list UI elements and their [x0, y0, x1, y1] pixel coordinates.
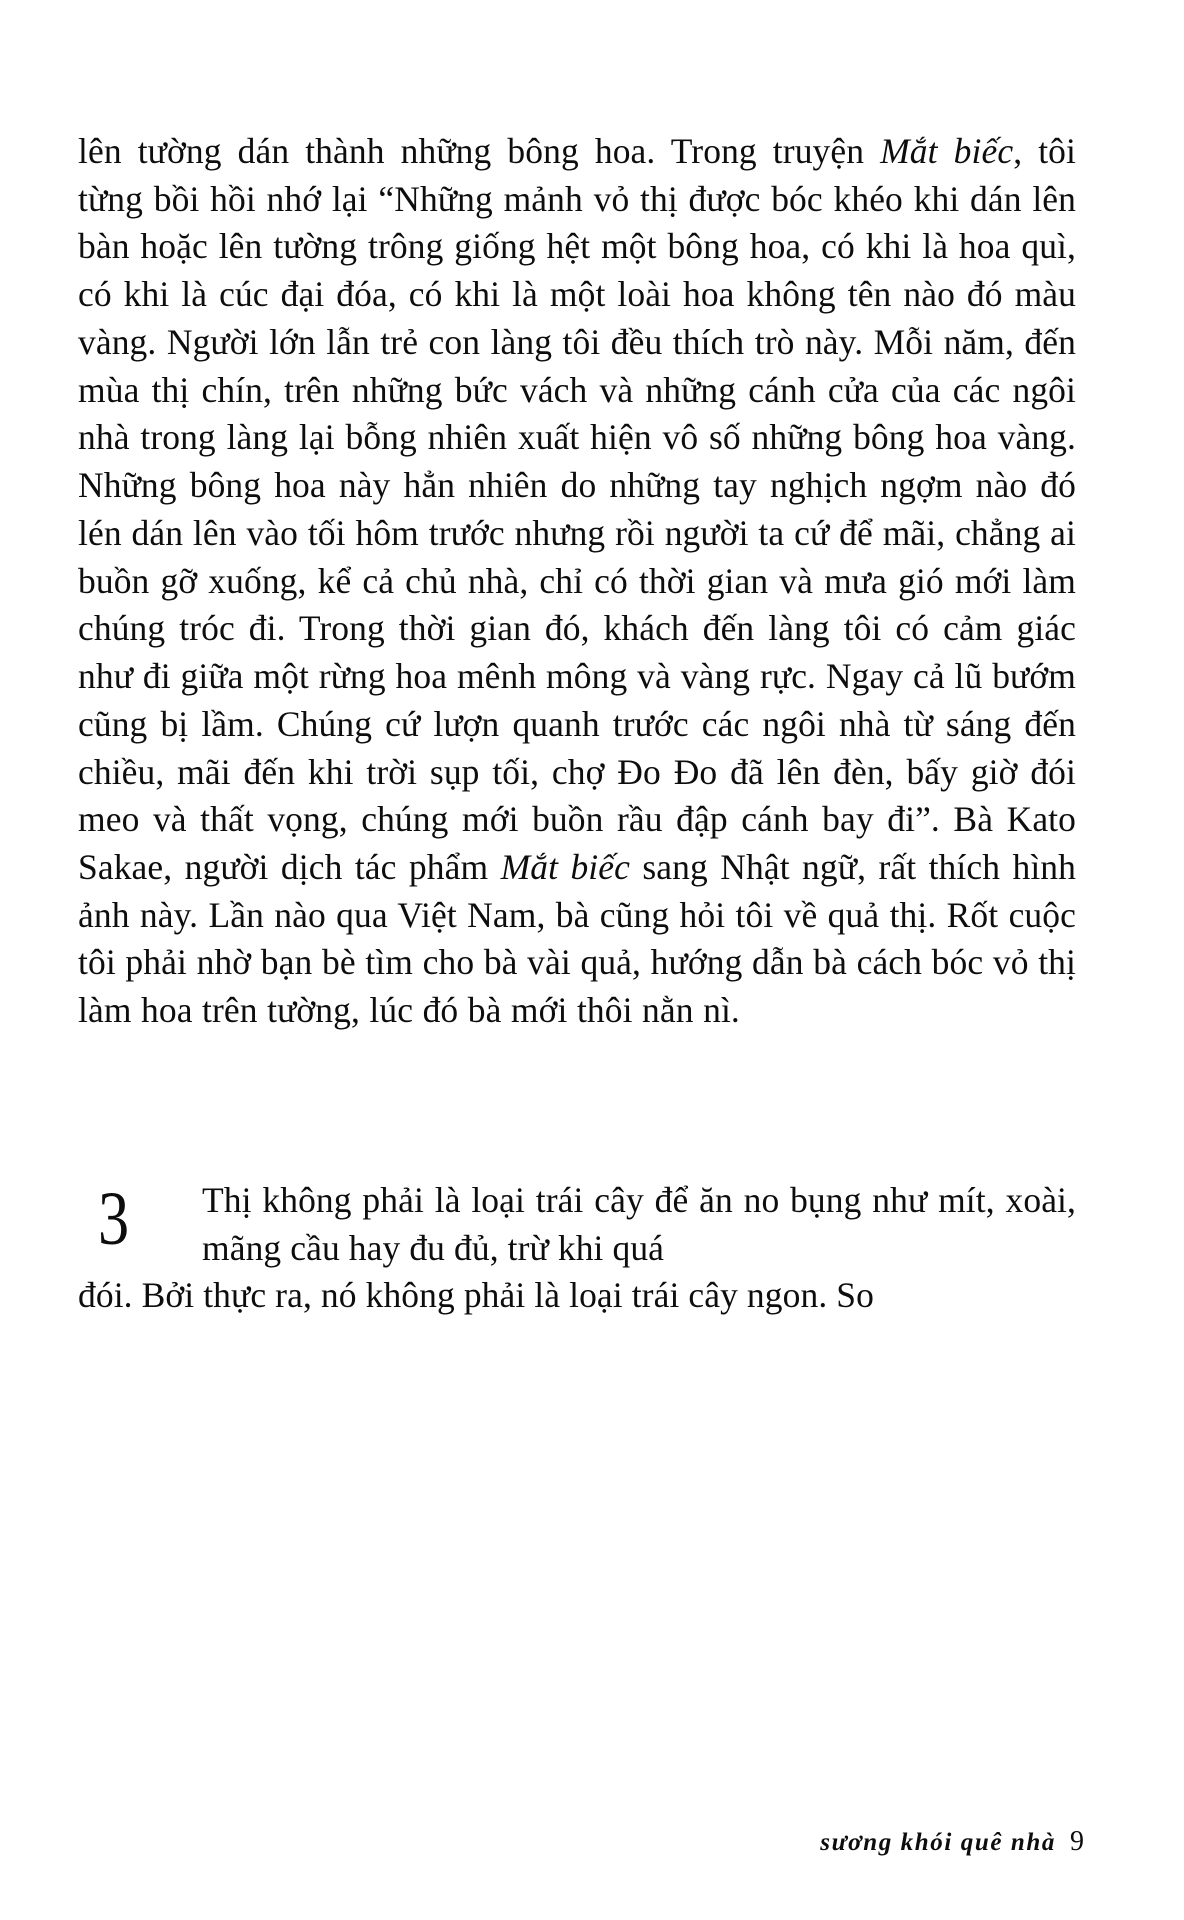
footer-book-title: sương khói quê nhà	[820, 1829, 1056, 1856]
paragraph-segment-5: sang Nhật ngữ, rất thích hình ảnh này. Lần nào qua Việt Nam, bà cũng hỏi tôi về quả thị. Rốt cuộc tôi phải nhờ bạn bè tìm cho bà vài quả, hướng dẫn bà cách bóc vỏ thị làm hoa trên tường, lúc đó bà mới thôi nằn nì.	[78, 847, 1076, 1031]
paragraph-segment-2-italic: Mắt biếc	[880, 131, 1014, 171]
page-footer	[78, 1826, 1084, 1858]
paragraph-segment-1: lên tường dán thành những bông hoa. Trong truyện	[78, 131, 881, 171]
paragraph-segment-4-italic: Mắt biếc	[500, 847, 630, 888]
chapter-opening	[78, 1177, 1076, 1320]
chapter-paragraph-indented-lines: Thị không phải là loại trái cây để ăn no bụng như mít, xoài, mãng cầu hay đu đủ, trừ khi quá	[202, 1179, 1076, 1268]
paragraph-continuation	[78, 128, 1076, 1035]
paragraph-segment-3: , tôi từng bồi hồi nhớ lại “Những mảnh vỏ thị được bóc khéo khi dán lên bàn hoặc lên tường trông giống hệt một bông hoa, có khi là hoa quì, có khi là cúc đại đóa, có khi là một loài hoa không tên nào đó màu vàng. Người lớn lẫn trẻ con làng tôi đều thích trò này. Mỗi năm, đến mùa thị chín, trên những bức vách và những cánh cửa của các ngôi nhà trong làng lại bỗng nhiên xuất hiện vô số những bông hoa vàng. Những bông hoa này hẳn nhiên do những tay nghịch ngợm nào đó lén dán lên vào tối hôm trước nhưng rồi người ta cứ để mãi, chẳng ai buồn gỡ xuống, kể cả chủ nhà, chỉ có thời gian và mưa gió mới làm chúng tróc đi. Trong thời gian đó, khách đến làng tôi có cảm giác như đi giữa một rừng hoa mênh mông và vàng rực. Ngay cả lũ bướm cũng bị lầm. Chúng cứ lượn quanh trước các ngôi nhà từ sáng đến chiều, mãi đến khi trời sụp tối, chợ Đo Đo đã lên đèn, bấy giờ đói meo và thất vọng, chúng mới buồn rầu đập cánh bay đi”. Bà Kato Sakae, người dịch tác phẩm	[78, 131, 1076, 888]
chapter-first-paragraph	[78, 1177, 1076, 1320]
footer-page-number: 9	[1070, 1826, 1084, 1857]
chapter-paragraph-remaining-lines: đói. Bởi thực ra, nó không phải là loại trái cây ngon. So	[78, 1275, 874, 1316]
chapter-number: 3	[98, 1176, 130, 1261]
